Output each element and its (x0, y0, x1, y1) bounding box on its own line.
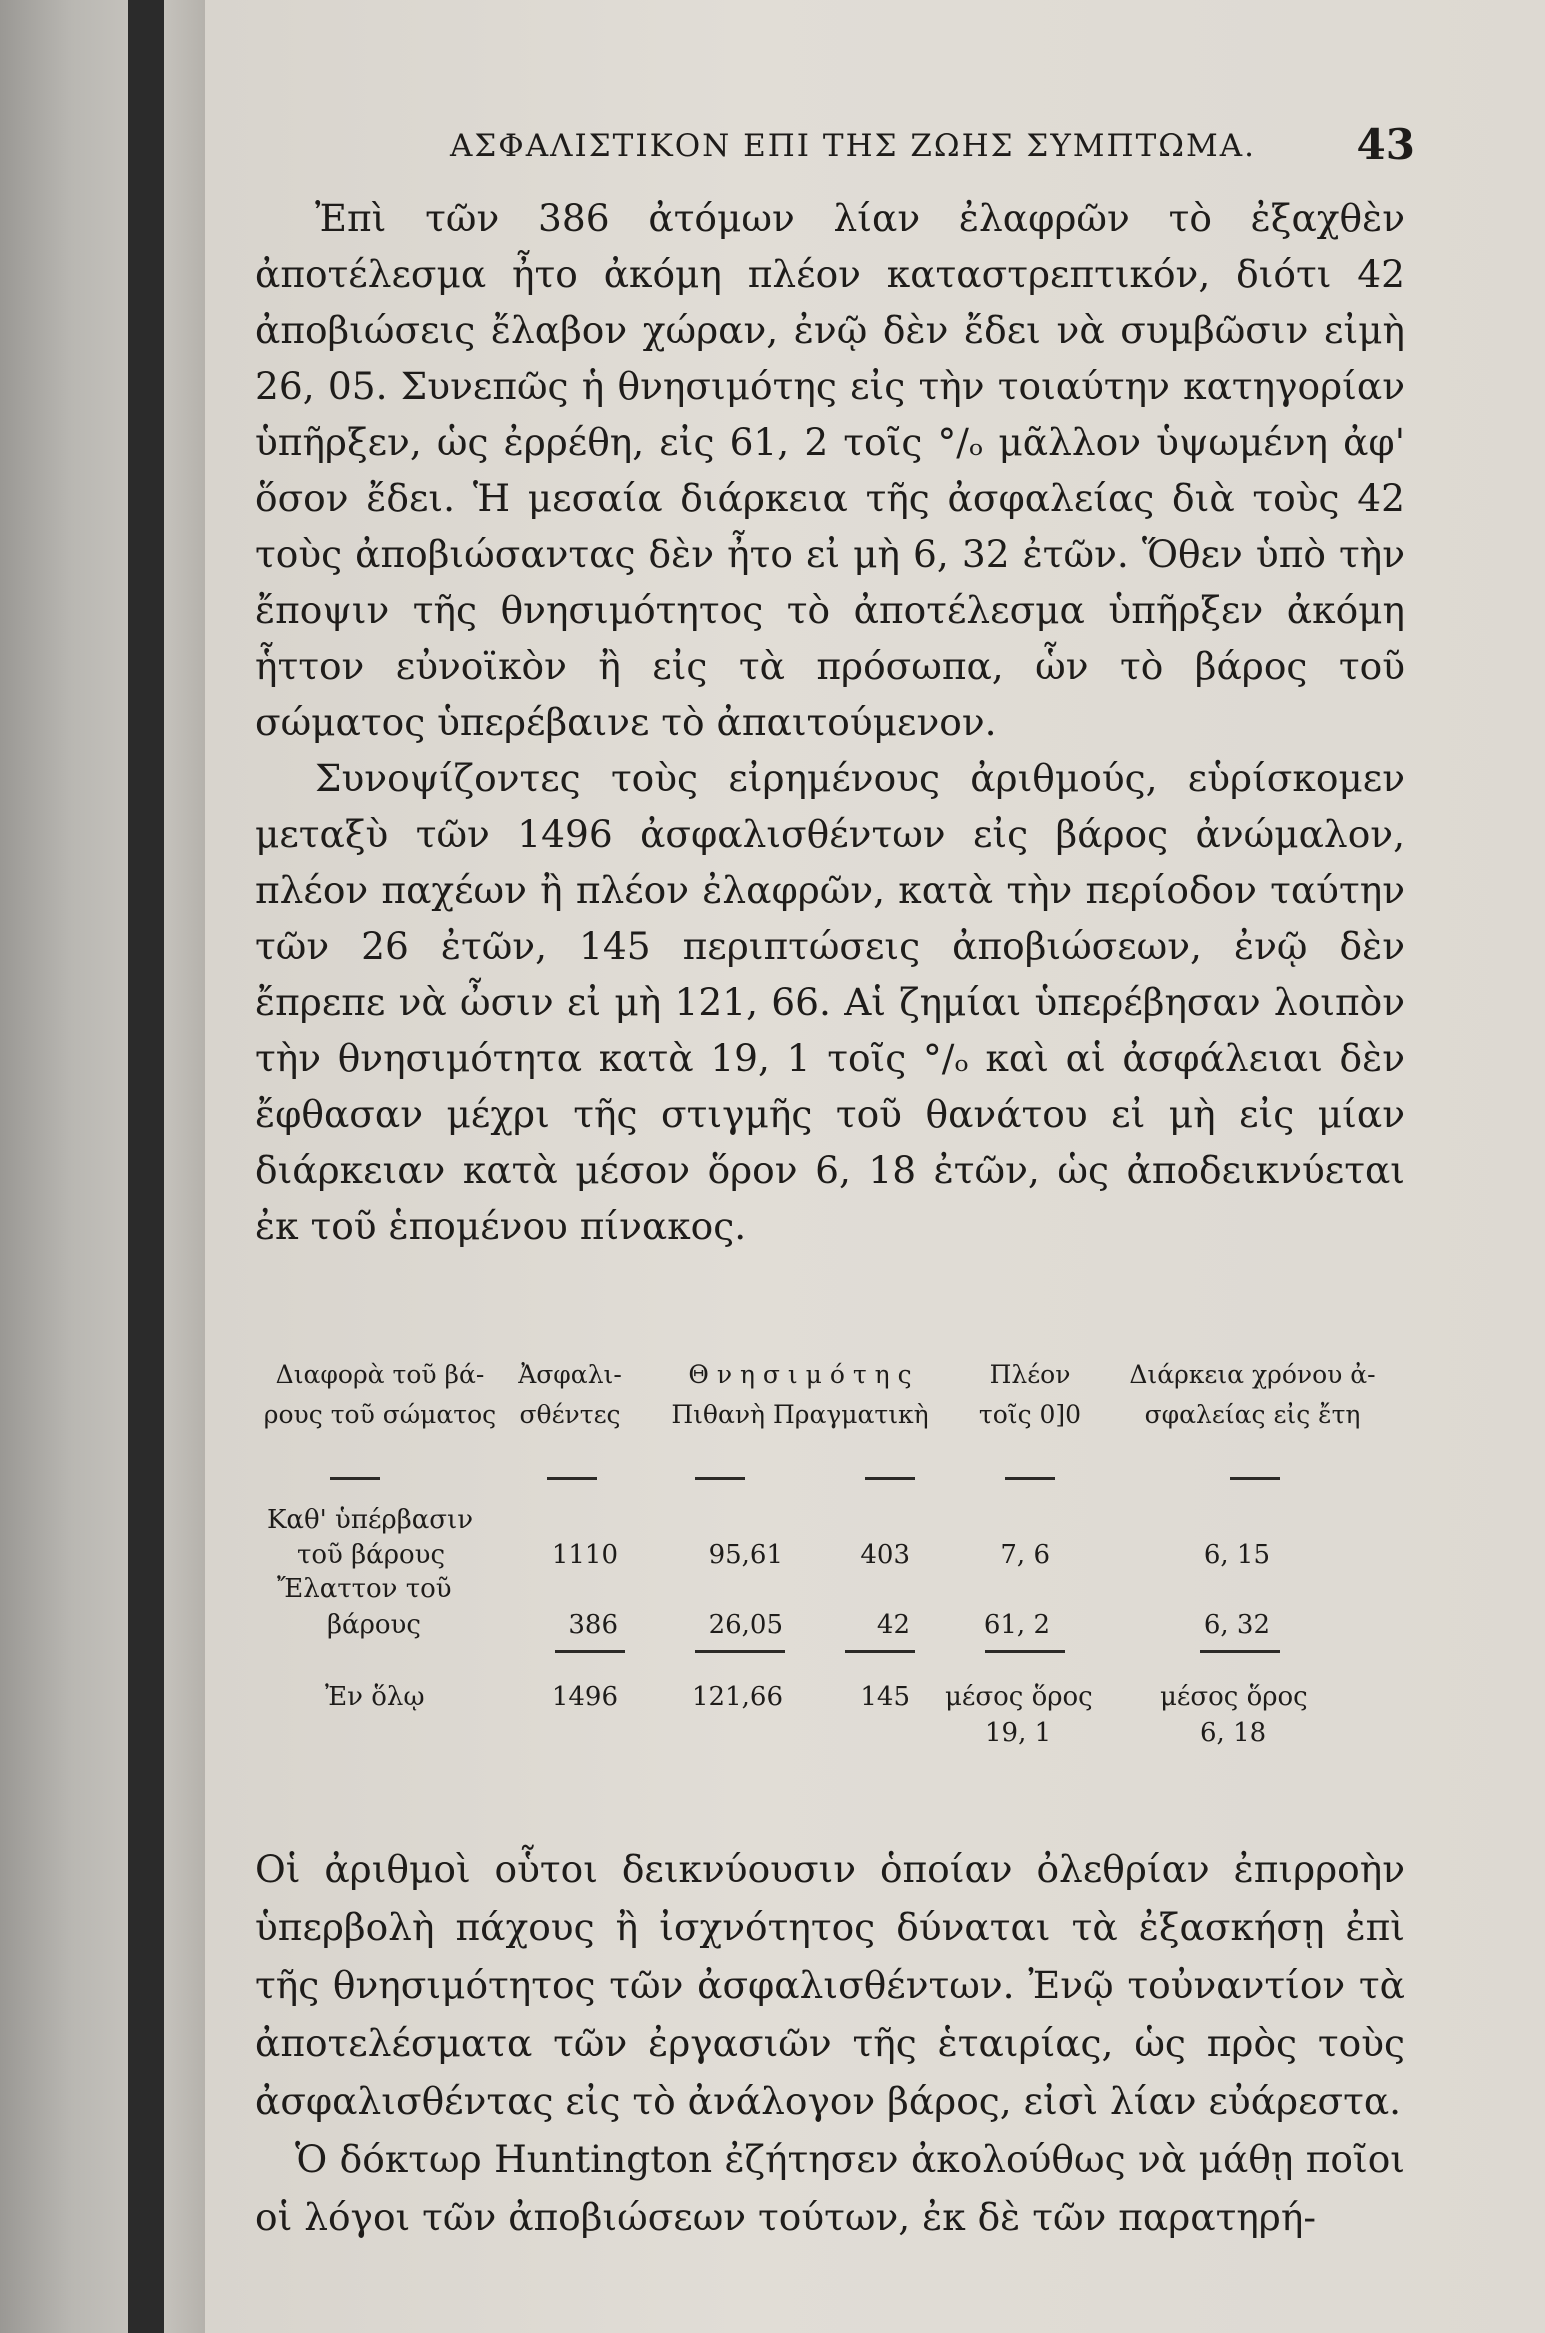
header-rule (695, 1477, 745, 1480)
page-gutter-shadow (128, 0, 164, 2333)
row-label: Ἔλαττον τοῦ (277, 1574, 452, 1604)
total-duration: 6, 18 (1200, 1718, 1267, 1748)
table-header-insured: Ἀσφαλι- σθέντες (518, 1360, 622, 1429)
cell-actual: 42 (876, 1610, 910, 1640)
sum-rule (845, 1650, 915, 1653)
total-probable: 121,66 (692, 1682, 783, 1712)
cell-excess: 61, 2 (983, 1610, 1050, 1640)
book-binding (0, 0, 205, 2333)
running-head: ΑΣΦΑΛΙΣΤΙΚΟΝ ΕΠΙ ΤΗΣ ΖΩΗΣ ΣΥΜΠΤΩΜΑ. (450, 128, 1256, 164)
row-label: Καθ' ὑπέρβασιν (267, 1505, 474, 1535)
total-label: Ἐν ὅλῳ (325, 1682, 425, 1712)
sum-rule (695, 1650, 785, 1653)
table-header-duration: Διάρκεια χρόνου ἀ- σφαλείας εἰς ἔτη (1129, 1360, 1376, 1429)
cell-insured: 386 (568, 1610, 618, 1640)
total-insured: 1496 (551, 1682, 618, 1712)
header-rule (330, 1477, 380, 1480)
paragraph: Ἐπὶ τῶν 386 ἀτόμων λίαν ἐλαφρῶν τὸ ἐξαχθὲν ἀποτέλεσμα ἦτο ἀκόμη πλέον καταστρεπτικόν, διότι 42 ἀποβιώσεις ἔλαβον χώραν, ἐνῷ δὲν ἔδει νὰ συμβῶσιν εἰμὴ 26, 05. Συνεπῶς ἡ θνησιμότης εἰς τὴν τοιαύτην κατηγορίαν ὑπῆρξεν, ὡς ἐρρέθη, εἰς 61, 2 τοῖς °/ₒ μᾶλλον ὑψωμένη ἀφ' ὅσον ἔδει. Ἡ μεσαία διάρκεια τῆς ἀσφαλείας διὰ τοὺς 42 τοὺς ἀποβιώσαντας δὲν ἦτο εἰ μὴ 6, 32 ἐτῶν. Ὅθεν ὑπὸ τὴν ἔποψιν τῆς θνησιμότητος τὸ ἀποτέλεσμα ὑπῆρξεν ἀκόμη ἧττον εὐνοϊκὸν ἢ εἰς τὰ πρόσωπα, ὧν τὸ βάρος τοῦ σώματος ὑπερέβαινε τὸ ἀπαιτούμενον. (255, 196, 1405, 744)
paragraph: Συνοψίζοντες τοὺς εἰρημένους ἀριθμούς, εὑρίσκομεν μεταξὺ τῶν 1496 ἀσφαλισθέντων εἰς βάρος ἀνώμαλον, πλέον παχέων ἢ πλέον ἐλαφρῶν, κατὰ τὴν περίοδον ταύτην τῶν 26 ἐτῶν, 145 περιπτώσεις ἀποβιώσεων, ἐνῷ δὲν ἔπρεπε νὰ ὦσιν εἰ μὴ 121, 66. Αἱ ζημίαι ὑπερέβησαν λοιπὸν τὴν θνησιμότητα κατὰ 19, 1 τοῖς °/ₒ καὶ αἱ ἀσφάλειαι δὲν ἔφθασαν μέχρι τῆς στιγμῆς τοῦ θανάτου εἰ μὴ εἰς μίαν διάρκειαν κατὰ μέσον ὅρον 6, 18 ἐτῶν, ὡς ἀποδεικνύεται ἐκ τοῦ ἑπομένου πίνακος. (255, 756, 1405, 1248)
cell-probable: 95,61 (708, 1540, 783, 1570)
sum-rule (985, 1650, 1065, 1653)
paragraph: Ὁ δόκτωρ Huntington ἐζήτησεν ἀκολούθως νὰ μάθῃ ποῖοι οἱ λόγοι τῶν ἀποβιώσεων τούτων, ἐκ δὲ τῶν παρατηρή- (255, 2137, 1405, 2239)
cell-actual: 403 (860, 1540, 910, 1570)
table-header-weight-difference: Διαφορὰ τοῦ βά- ρους τοῦ σώματος (263, 1360, 497, 1429)
sum-rule (1200, 1650, 1280, 1653)
page-number: 43 (1356, 120, 1415, 169)
table-header-excess-percent: Πλέον τοῖς 0]0 (978, 1360, 1082, 1429)
mortality-table (255, 1355, 1405, 1825)
header-rule (865, 1477, 915, 1480)
total-excess: 19, 1 (985, 1718, 1052, 1748)
cell-insured: 1110 (551, 1540, 618, 1570)
sum-rule (555, 1650, 625, 1653)
closing-text (255, 1840, 1405, 2246)
table-header-mortality: Θ ν η σ ι μ ό τ η ς Πιθανὴ Πραγματικὴ (671, 1360, 929, 1429)
page-header (235, 120, 1415, 180)
paragraph: Οἱ ἀριθμοὶ οὗτοι δεικνύουσιν ὁποίαν ὀλεθρίαν ἐπιρροὴν ὑπερβολὴ πάχους ἢ ἰσχνότητος δύναται τὰ ἐξασκήσῃ ἐπὶ τῆς θνησιμότητος τῶν ἀσφαλισθέντων. Ἐνῷ τοὐναντίον τὰ ἀποτελέσματα τῶν ἐργασιῶν τῆς ἑταιρίας, ὡς πρὸς τοὺς ἀσφαλισθέντας εἰς τὸ ἀνάλογον βάρος, εἰσὶ λίαν εὐάρεστα. (255, 1847, 1405, 2123)
cell-duration: 6, 32 (1203, 1610, 1270, 1640)
header-rule (1230, 1477, 1280, 1480)
cell-probable: 26,05 (708, 1610, 783, 1640)
row-label: βάρους (327, 1610, 421, 1640)
total-excess-label: μέσος ὅρος (945, 1682, 1093, 1712)
cell-excess: 7, 6 (1000, 1540, 1050, 1570)
total-actual: 145 (860, 1682, 910, 1712)
cell-duration: 6, 15 (1203, 1540, 1270, 1570)
header-rule (547, 1477, 597, 1480)
total-duration-label: μέσος ὅρος (1160, 1682, 1308, 1712)
header-rule (1005, 1477, 1055, 1480)
row-label: τοῦ βάρους (297, 1540, 446, 1570)
body-text (255, 190, 1405, 1254)
